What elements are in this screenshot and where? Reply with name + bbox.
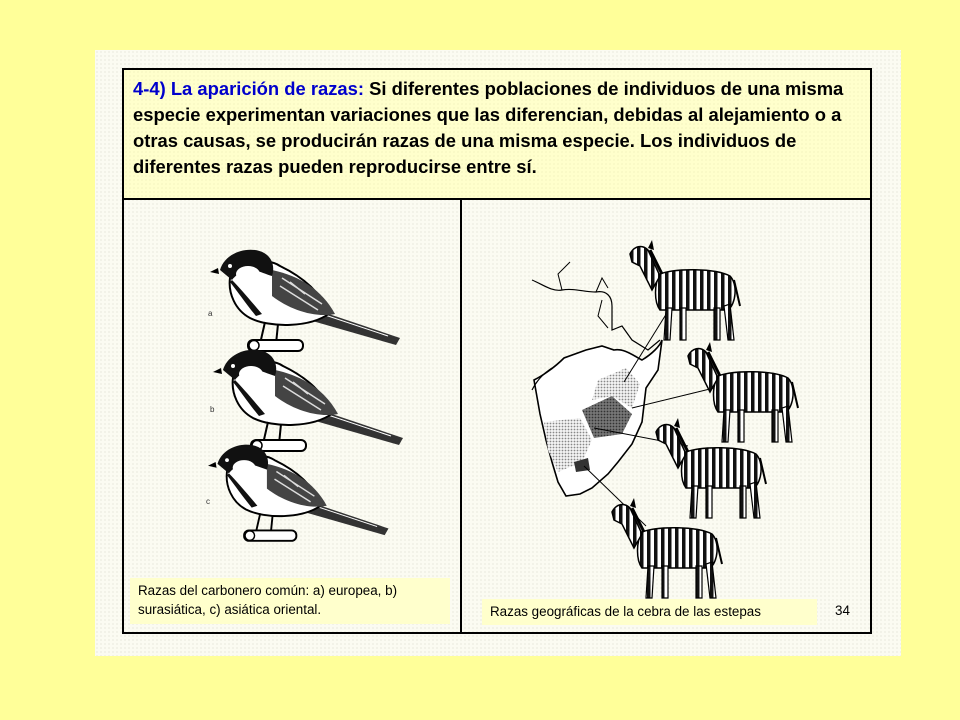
section-body: Si diferentes poblaciones de individuos de una misma especie experimentan variaciones que las diferencian, debidas al alejamiento o a otras causas, se producirán razas de una misma especie. Los individuos de diferentes razas pueden reproducirse entre sí. <box>133 78 844 177</box>
section-heading: 4-4) La aparición de razas: <box>133 78 364 99</box>
header-paragraph <box>133 76 861 180</box>
header-cell <box>124 70 870 200</box>
zebra-map-illustration <box>462 200 870 634</box>
bird-label-b: b <box>210 405 215 414</box>
bird-label-c: c <box>206 497 210 506</box>
right-figure-cell <box>462 200 870 634</box>
bird-caption: Razas del carbonero común: a) europea, b) surasiática, c) asiática oriental. <box>130 578 450 624</box>
content-table <box>122 68 872 634</box>
bird-label-a: a <box>208 309 213 318</box>
zebra-caption: Razas geográficas de la cebra de las estepas <box>482 599 817 625</box>
page-number: 34 <box>835 603 850 618</box>
great-tit-illustration <box>124 200 460 634</box>
left-figure-cell <box>124 200 460 634</box>
